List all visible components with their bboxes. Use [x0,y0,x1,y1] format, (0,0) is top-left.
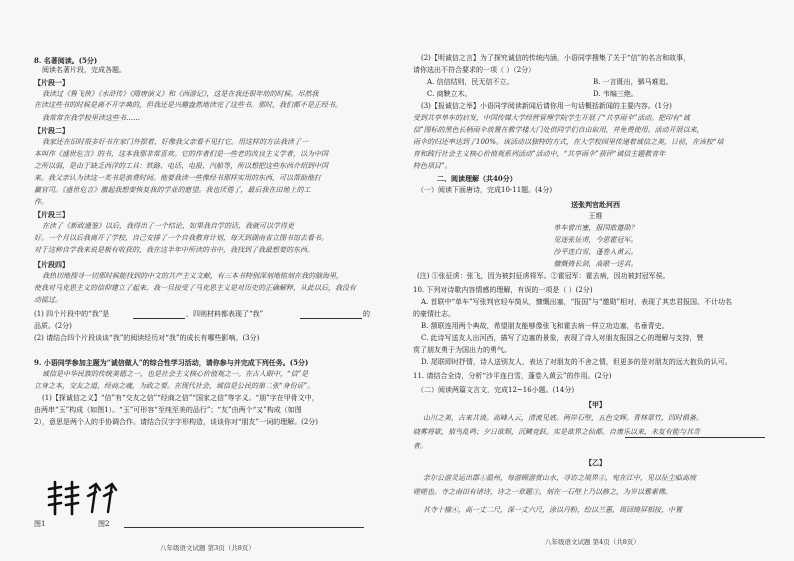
poem-title: 送张判官赴河西 [571,200,620,209]
seg4-title: 【片段四】 [34,260,69,269]
q8-heading: 8. 名著阅读。(5分) [34,56,98,65]
answer-blank[interactable] [300,318,362,319]
page-footer: 八年级语文试题 第4页（共8页） [545,538,640,546]
q8-1-part-b: ，四则材料都表现了“我” [186,310,264,318]
seg2-line: 作。 [34,198,48,206]
seg4-line: 使我对马克思主义的信仰建立了起来。我一旦接受了马克思主义是对历史的正确解释，从此以后，我没有 [34,284,356,292]
q8-intro: 阅读名著片段，完成各题。 [42,66,126,74]
q8-2: (2) 请结合四个片段谈谈“我”的阅读经历对“我”的成长有哪些影响。(3分) [34,334,260,342]
figure-2-label: 图2 [98,520,110,528]
q9-3-line: 雨伞的归还率达到了100%。该活动以独特的方式，在大学校园里传递着诚信之美，日前，在该校“培 [413,138,724,146]
right-page [397,0,794,561]
yi-line: 嗟嗟也。寺之南田有诸诗，诗之一章题③，刻在一石壁上乃以修之，为岁以雅素佛。 [413,488,672,496]
poem-author: 王维 [588,212,603,220]
q10-option-a-cont: 的豪情壮志。 [413,310,455,318]
seg3-title: 【片段三】 [34,210,69,219]
seg3-line: 对于这种自学我来说是极有收获的，我在这半年中所读的书中，我找到了我最想要的东西。 [34,246,314,254]
q9-text-line: 诚信是中华民族的传统美德之一，也是社会主义核心价值观之一。在古人眼中，“信”是 [42,370,309,378]
underline-mark [625,437,765,438]
page-footer: 八年级语文试题 第3页（共8页） [160,544,255,552]
seg1-title: 【片段一】 [34,78,69,87]
figure-1-label: 图1 [34,520,46,528]
q8-1-part-a: (1) 四个片段中的“我”是 [34,310,110,318]
seg2-line: 来。我父亲认为读这一类书是浪费时间。他要我读一些像经书那样实用的东西，可以帮助他打 [34,174,321,182]
yi-line: 其寺十楹④，高一丈二尺，深一丈六尺，涂以丹粉，绘以兰蕙，周回绮屏相接，中置 [423,506,682,514]
q9-text-line: (1)【探诚信之义】“信”有“交友之信”“经商之信”“国家之信”等字义。“朋”字在甲骨文中， [42,394,319,402]
q9-3-line: 受到共享单车的启发，中国传媒大学经营管理学院学生开展了“共享雨伞”活动。把印有“诚 [413,114,690,122]
seg4-line: 我热切地搜寻一切那时候能找到的中文的共产主义文献，有三本书特别深刻地铭刻在我的脑海里， [42,272,343,280]
seg2-line: 本叫作《盛世危言》的书，这本我那非常喜欢。它的作者们是一些老的改良主义学者，以为中国 [34,150,328,158]
seg1-line: 我常常在我学校里读这些书…… [42,114,140,122]
jia-line: 山川之美，古来共谈。高峰入云，清流见底。两岸石壁，五色交辉。青林翠竹，四时俱备。 [423,414,703,422]
poem-line: 单车曾出塞，报国敢邀勋？ [553,224,638,232]
jia-label: 【甲】 [585,400,606,409]
poem-line: 沙平连白雪，蓬卷入黄云。 [553,248,638,256]
option-a[interactable]: A. 信信结则，民无信不立。 [427,78,514,86]
q9-2-line: 请你选出不符合要求的一项（ ）（2分） [413,66,536,74]
q9-3-line: 特色项目”。 [413,162,452,170]
jia-line: 晓雾将歇，猿鸟乱鸣；夕日欲颓，沉鳞竞跃。实是欲界之仙都。自康乐以来，未复有能与其奇 [413,428,700,436]
seg2-line: 赢官司。《盛世危言》激起我想要恢复我的学业的愿望。我也厌倦了，最后我在田地上的工 [34,186,311,194]
yi-label: 【乙】 [585,458,606,467]
q9-3-line: (3)【报诚信之举】小语同学阅读新闻后请你用一句话概括新闻的主要内容。(1分) [421,102,672,110]
q8-1-part-d: 品质。(2分) [34,322,72,330]
option-d[interactable]: D. 韦编三绝。 [593,90,638,98]
seg2-line: 之所以弱，是由于缺乏西洋的工具：铁路、电话、电报、汽船等，所以想把这些东西介绍到中国 [34,162,328,170]
section-2-sub2: （二）阅读两篇文言文，完成12~16小题。(14分) [417,386,575,394]
figure-1-oracle-glyph [46,478,82,518]
seg2-line: 我家还在旧时很多好书在家门外摆着，好像我父亲看不见打它。用这样的方法我读了一 [42,138,308,146]
q10-option-c-cont: 赏了朋友勇于为国出力的勇气。 [413,346,511,354]
seg2-title: 【片段二】 [34,126,69,135]
jia-line: 者。 [413,442,427,450]
q9-3-line: 育和践行社会主义核心价值观系列活动”活动中，“共享雨伞”获评“诚信主题教育年 [413,150,666,158]
poem-note: (注) ①张征虏：张飞，因为被封征虏将军。②霍冠军：霍去病，因功被封冠军侯。 [417,272,670,280]
q10-option-d: D. 尾联即时抒情，诗人送别友人，表达了对朋友的不舍之情，但更多的是对朋友的远大抱负的认可。 [421,358,732,366]
poem-line: 慷慨倚长剑，高歌一送君。 [553,260,638,268]
poem-line: 见逐张征虏，今思霍冠军。 [553,236,638,244]
answer-blank[interactable] [133,318,185,319]
q9-2-line: (2)【明诚信之言】为了探究诚信的传统内涵，小语同学搜集了关于“信”的名言和故事， [421,54,691,62]
q11: 11. 请结合全诗，分析“沙平连白雪，蓬卷入黄云”的作用。(2分) [413,372,612,380]
section-2-heading: 二、阅读理解（共40分） [437,174,517,183]
seg4-line: 动摇过。 [34,296,62,304]
option-b[interactable]: B. 一言既出，驷马难追。 [593,78,673,86]
seg1-line: 我读过《鲁飞侠》《水浒传》《隋唐演义》和《西游记》，这是在我还很年幼的时候。尽然我 [42,90,319,98]
seg1-line: 在读这些书的时候是离不开字典的，但我还是兴趣盎然地读完了这些书。那时，我们都不是正经书。 [34,101,342,109]
q9-text-line: 由两串“玉”构成（如图1）。“玉”可形容“至纯至美的品行”；“友”由两个“又”构成（如图 [34,406,302,414]
seg3-line: 在读了《新政通鉴》以后，我得出了一个结论，如果我自学的话，我就可以学得更 [42,222,294,230]
q10-option-a: A. 首联中“单车”写张判官轻车简从，慷慨出塞，“报国”与“邀勋”相对，表现了其忠君报国、不计功名 [421,298,732,306]
yi-line: 亲尔公游灵运出郡①温州，每游顾游赏山水，寻访之境界②，宛在江中，见以征尘临高坡 [423,474,696,482]
q9-text-line: 立身之本，交友之道，经商之魂，为政之要。在现代社会，诚信是公民的第二张“身份证”。 [34,382,315,390]
seg3-line: 好。一个月以后我离开了学校，自己安排了一个自我教育计划，每天到湖南省立图书馆去看书。 [34,234,328,242]
figure-2-oracle-glyph [86,478,120,518]
q10-option-c: C. 此诗写送友人出河西，描写了边塞的景象，表现了诗人对朋友报国之心的理解与支持，赞 [421,334,704,342]
q9-text-line: 2），意思是两个人的手协调合作。请结合汉字字形构造，谈谈你对“朋友”一词的理解。(2分) [34,418,319,426]
section-2-sub: （一）阅读下面唐诗，完成10-11题。(4分) [417,186,553,194]
option-c[interactable]: C. 商鞅立木。 [427,90,472,98]
q9-3-line: 信”图标的黑色长柄雨伞放置在教学楼大门处供同学们自由取用，并免费使用。活动开展以来， [413,126,704,134]
q10-heading: 10. 下列对诗歌内容情感的理解，有误的一项是（ ）(2分) [413,286,593,294]
q9-heading: 9. 小语同学参加主题为“诚信做人”的综合性学习活动，请你参与并完成下列任务。(5分) [34,358,309,367]
q10-option-b: B. 颔联连用两个典故，希望朋友能够像张飞和霍去病一样立功边塞，名垂青史。 [421,322,669,330]
q8-1-part-c: 的 [363,310,370,318]
answer-line[interactable] [124,527,364,528]
